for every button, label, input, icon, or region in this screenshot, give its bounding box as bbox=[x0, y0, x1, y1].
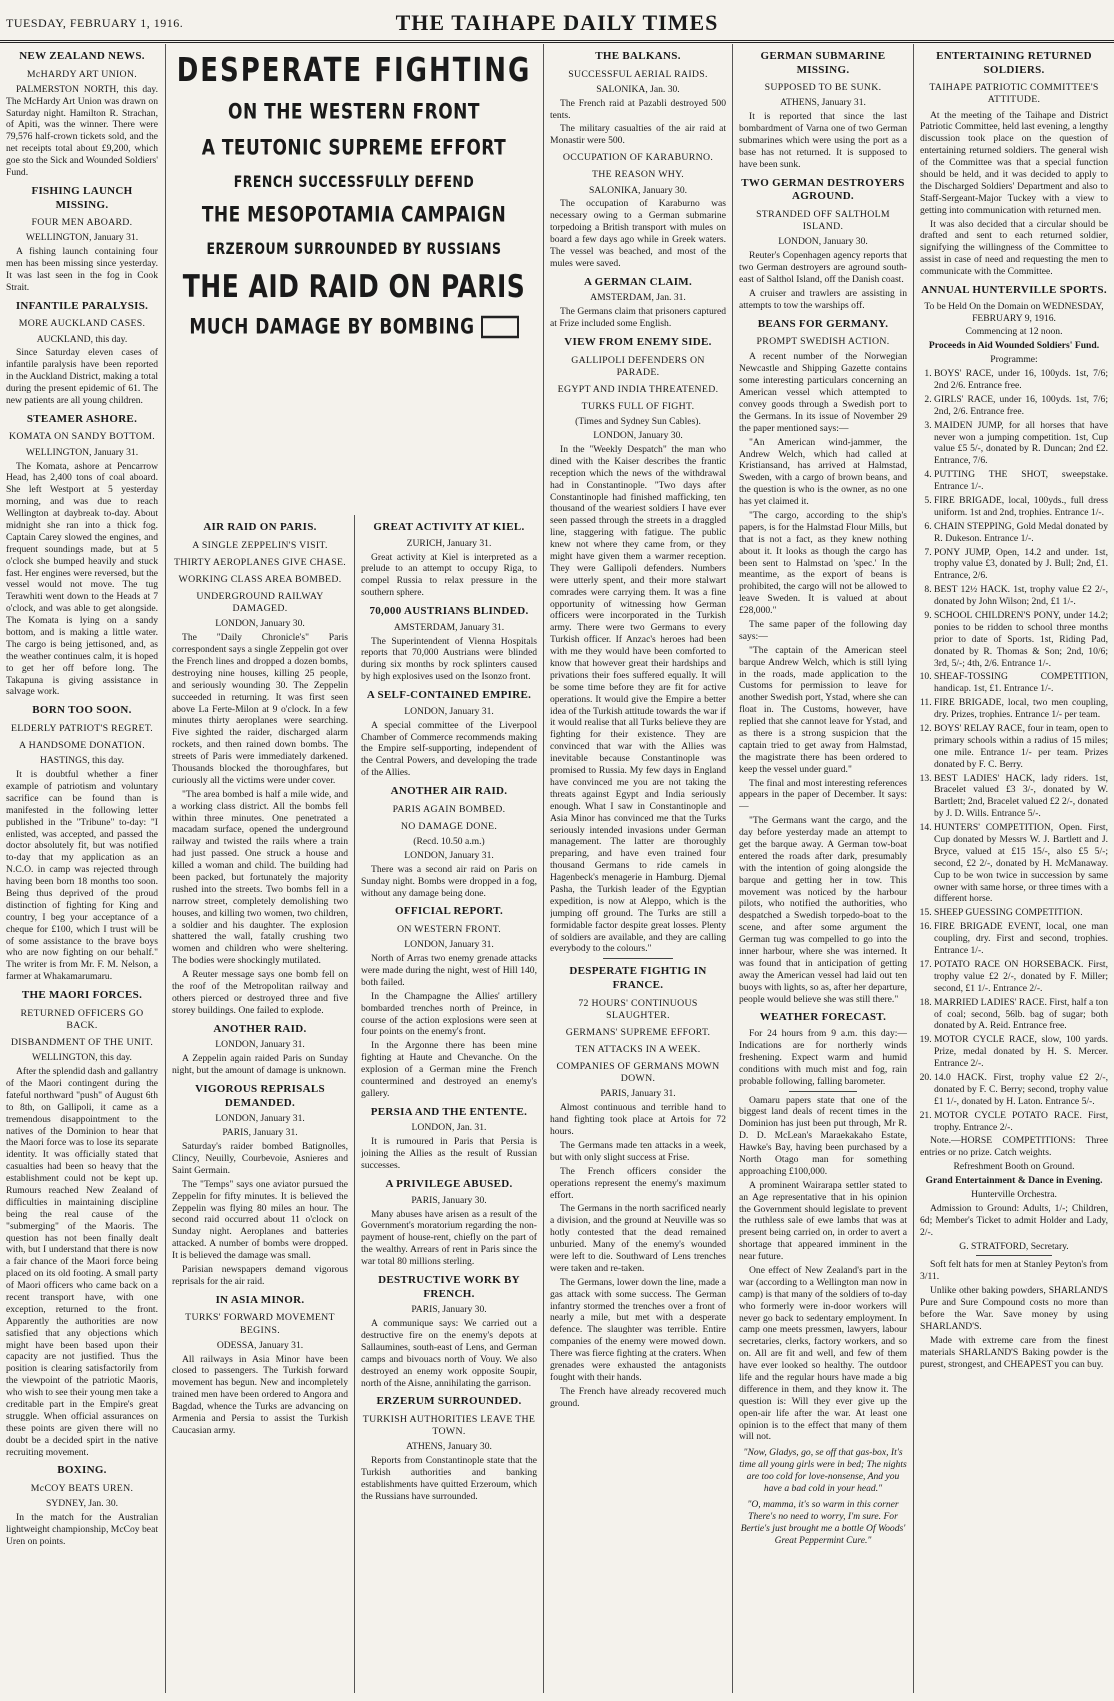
article-text: The Germans claim that prisoners captured at Frize included some English. bbox=[550, 306, 726, 330]
programme-item: 13. BEST LADIES' HACK, lady riders. 1st, Bracelet valued £3 3/-, donated by W. Bartlett; 2nd, Bracelet valued £2 2/-, donated by J. D. Wills. Entrance 5/-. bbox=[934, 773, 1108, 821]
article-text: A fishing launch containing four men has been missing since yesterday. It was last seen in the fog in Cook Strait. bbox=[6, 246, 158, 293]
subheadline: A HANDSOME DONATION. bbox=[18, 740, 145, 752]
headline: VIGOROUS REPRISALS DEMANDED. bbox=[195, 1083, 325, 1109]
article-text: It is reported that since the last bombardment of Varna one of two German submarines which were using the port as a base has not returned. It is supposed to have been sunk. bbox=[739, 111, 907, 170]
column-air-raid bbox=[172, 515, 348, 1693]
article-text: Great activity at Kiel is interpreted as a prelude to an attempt to occupy Riga, to compel Russia to relax pressure in the southern sphere. bbox=[361, 551, 537, 599]
dateline: (Times and Sydney Sun Cables). bbox=[575, 416, 701, 428]
programme-item: 20. 14.0 HACK. First, trophy value £2 2/-, donated by F. C. Berry; second, trophy value £1 1/-, donated by H. Laton. Entrance 5/-. bbox=[934, 1072, 1108, 1108]
subheadline: WORKING CLASS AREA BOMBED. bbox=[178, 573, 342, 585]
dateline: SALONIKA, January 30. bbox=[588, 184, 688, 196]
programme-item: 5. FIRE BRIGADE, local, 100yds., full dress uniform. 1st and 2nd, trophies. Entrance 1/-. bbox=[934, 495, 1108, 519]
subheadline: TEN ATTACKS IN A WEEK. bbox=[575, 1043, 701, 1055]
dateline: PARIS, January 30. bbox=[411, 1304, 487, 1316]
subheadline: SUCCESSFUL AERIAL RAIDS. bbox=[568, 68, 708, 80]
article-text: The Superintendent of Vienna Hospitals reports that 70,000 Austrians were blinded during six months by rock splinters caused by high explosives used on the Isonzo front. bbox=[361, 635, 537, 683]
article-text: The French raid at Pazabli destroyed 500 tents. bbox=[550, 97, 726, 121]
subheadline: GERMANS' SUPREME EFFORT. bbox=[565, 1026, 711, 1038]
programme-item: 18. MARRIED LADIES' RACE. First, half a ton of coal; second, 56lb. bag of sugar; both donated by A. Reid. Entrance free. bbox=[934, 997, 1108, 1033]
subheadline: GALLIPOLI DEFENDERS ON PARADE. bbox=[571, 354, 705, 378]
article-text: At the meeting of the Taihape and District Patriotic Committee, held last evening, a lengthy discussion took place on the question of entertaining returned soldiers. The general wish of the Committee was that a special function should be held, and it was decided to apply to the Discharged Soldiers' Department and also to Staff-Sergeant-Major Tuckey with a view to getting into communication with returned men. bbox=[920, 109, 1108, 216]
article-text: A recent number of the Norwegian Newcastle and Shipping Gazette contains some interesting particulars concerning an American vessel which attempted to convey goods through a Swedish port to the Germans. In its issue of November 29 the paper mentioned says:— bbox=[739, 351, 907, 434]
advert-text: Soft felt hats for men at Stanley Peyton's from 3/11. bbox=[920, 1259, 1108, 1283]
article-text: "An American wind-jammer, the Andrew Welch, which had called at Kristiansand, has arrived at Halmstad, Sweden, with a cargo of brown beans, and the question is who is the owner, as no one has yet claimed it. bbox=[739, 436, 907, 508]
subheadline: STRANDED OFF SALTHOLM ISLAND. bbox=[756, 208, 890, 233]
article-text: The Germans made ten attacks in a week, but with only slight success at Frise. bbox=[550, 1139, 726, 1163]
dateline: LONDON, January 30. bbox=[215, 618, 305, 630]
dateline: ODESSA, January 31. bbox=[216, 1339, 304, 1351]
programme-item: 9. SCHOOL CHILDREN'S PONY, under 14.2; ponies to be ridden to school three months prior to date of Sports. 1st, Riding Pad, donated by R. Thomas & Son; 2nd, 10/6; 3rd, 5/-; 4th, 2/6. Entrance 1/-. bbox=[934, 610, 1108, 669]
dateline: HASTINGS, this day. bbox=[39, 755, 125, 767]
programme-item: 16. FIRE BRIGADE EVENT, local, one man coupling, dry. First and second, trophies. Entrance 1/-. bbox=[934, 921, 1108, 957]
dateline: WELLINGTON, January 31. bbox=[25, 232, 139, 244]
dateline: LONDON, January 30. bbox=[778, 236, 868, 248]
article-text: One effect of New Zealand's part in the war (according to a Wellington man now in camp) is that many of the soldiers of to-day who formerly were in-door workers will never go back to sedentary employment. In camp one meets pressmen, lawyers, labour secretaries, clerks, factory workers, and so on. All are fit and well, and few of them have ever looked so healthy. The outdoor life and the regular hours have made a big difference in them, and they know it. The question is: Will they ever give up the open-air life after the war. At least one opinion is to the effect that many of them will not. bbox=[739, 1265, 907, 1443]
dateline: LONDON, January 31. bbox=[404, 705, 494, 717]
headline: VIEW FROM ENEMY SIDE. bbox=[564, 336, 712, 349]
article-text: Reports from Constantinople state that the Turkish authorities and banking establishments have quitted Erzeroum, which the Russians have surrounded. bbox=[361, 1455, 537, 1502]
headline: STEAMER ASHORE. bbox=[26, 412, 138, 425]
article-text: Note.—HORSE COMPETITIONS: Three entries or no prize. Catch weights. bbox=[920, 1135, 1108, 1159]
issue-date: TUESDAY, FEBRUARY 1, 1916. bbox=[6, 16, 184, 30]
dateline: AMSTERDAM, January 31. bbox=[393, 621, 505, 633]
headline: 70,000 AUSTRIANS BLINDED. bbox=[369, 605, 529, 618]
advert-verse: "Now, Gladys, go, se off that gas-box, It's time all young girls were in bed; The nights are too cold for love-nonsense, And you have a bad cold in your head." bbox=[739, 1447, 907, 1495]
programme-item: 8. BEST 12½ HACK. 1st, trophy value £2 2/-, donated by John Wilson; 2nd, £1 1/-. bbox=[934, 584, 1108, 608]
headline: ANOTHER RAID. bbox=[213, 1022, 307, 1035]
article-text: The "Daily Chronicle's" Paris correspondent says a single Zeppelin got over the French lines and dropped a dozen bombs, destroying nine houses, killing 25 people, and seriously wounding 30. The Zeppelin succeeded in returning. It was first seen above La Ferte-Milon at 9 o'clock. In a few minutes thirty aeroplanes were searching. Five sighted the raider, discharged alarm rockets, and then rained down bombs. The streets of Paris were immediately darkened. Thousands blocked the thoroughfares, but curiously all the victims were under cover. bbox=[172, 632, 348, 786]
headline: ANOTHER AIR RAID. bbox=[390, 785, 508, 798]
subheadline: McHARDY ART UNION. bbox=[26, 68, 138, 80]
programme-item: 19. MOTOR CYCLE RACE, slow, 100 yards. Prize, medal donated by H. S. Mercer. Entrance 2/-. bbox=[934, 1034, 1108, 1070]
article-text: Almost continuous and terrible hand to hand fighting took place at Artois for 72 hours. bbox=[550, 1102, 726, 1138]
article-text: A special committee of the Liverpool Chamber of Commerce recommends making the Empire self-supporting, independent of the Central Powers, and developing the trade of the Allies. bbox=[361, 719, 537, 779]
subheadline: ON WESTERN FRONT. bbox=[396, 924, 502, 936]
dateline: PARIS, January 31. bbox=[600, 1088, 676, 1100]
programme-item: 7. PONY JUMP, Open, 14.2 and under. 1st, trophy value £3, donated by J. Bull; 2nd, £1. Entrance, 2/6. bbox=[934, 547, 1108, 583]
advert-text: Unlike other baking powders, SHARLAND'S Pure and Sure Compound costs no more than before the War. Save money by using SHARLAND'S. bbox=[920, 1285, 1108, 1332]
subheadline: COMPANIES OF GERMANS MOWN DOWN. bbox=[556, 1061, 720, 1085]
headline: GERMAN SUBMARINE MISSING. bbox=[760, 50, 886, 76]
article-text: There was a second air raid on Paris on Sunday night. Bombs were dropped in a fog, without any damage being done. bbox=[361, 863, 537, 899]
programme-item: 21. MOTOR CYCLE POTATO RACE. First, trophy. Entrance 2/-. bbox=[934, 1110, 1108, 1134]
headline: ERZERUM SURROUNDED. bbox=[376, 1395, 522, 1408]
column-nz-news bbox=[6, 44, 158, 1693]
headline: TWO GERMAN DESTROYERS AGROUND. bbox=[741, 176, 905, 203]
dateline: WELLINGTON, this day. bbox=[32, 1052, 132, 1064]
programme-title: Programme: bbox=[990, 354, 1038, 366]
dateline: LONDON, January 31. bbox=[404, 939, 494, 951]
article-text: A prominent Wairarapa settler stated to an Age representative that in his opinion the Government should legislate to prevent the ruthless sale of ewe lambs that was at present being carried on, in order to avert a shortage that appeared imminent in the near future. bbox=[739, 1179, 907, 1263]
masthead bbox=[0, 0, 1114, 43]
headline: DESTRUCTIVE WORK BY FRENCH. bbox=[378, 1273, 520, 1300]
dateline: SYDNEY, Jan. 30. bbox=[45, 1498, 119, 1510]
column-rule bbox=[165, 44, 166, 1693]
banner-line: THE MESOPOTAMIA CAMPAIGN bbox=[201, 202, 507, 228]
article-text: "The cargo, according to the ship's papers, is for the Halmstad Flour Mills, but that is not a fact, as they knew nothing about it. It looks as though the cargo has been sent to Halmstad on 'spec.' In the meantime, as the export of beans is prohibited, the cargo will not be allowed to leave Sweden. It is valued at about £28,000." bbox=[739, 509, 907, 617]
banner-line: FRENCH SUCCESSFULLY DEFEND bbox=[233, 172, 475, 191]
article-text: A Zeppelin again raided Paris on Sunday night, but the amount of damage is unknown. bbox=[172, 1053, 348, 1077]
headline: BEANS FOR GERMANY. bbox=[757, 317, 889, 330]
headline: FISHING LAUNCH MISSING. bbox=[31, 184, 133, 211]
headline: OFFICIAL REPORT. bbox=[394, 905, 504, 918]
subheadline: TURKS' FORWARD MOVEMENT BEGINS. bbox=[185, 1312, 335, 1336]
headline: IN ASIA MINOR. bbox=[215, 1293, 305, 1306]
event-date: To be Held On the Domain on WEDNESDAY, FEBRUARY 9, 1916. bbox=[924, 300, 1104, 324]
article-text: A cruiser and trawlers are assisting in attempts to tow the warships off. bbox=[739, 287, 907, 311]
dateline: ATHENS, January 30. bbox=[406, 1441, 492, 1453]
headline: BOXING. bbox=[57, 1464, 107, 1477]
article-text: The Germans in the north sacrificed nearly a division, and the ground at Neuville was so hotly contested that the dead remained unburied. Many of the enemy's wounded were left to die. Southward of Lens trenches were taken and re-taken. bbox=[550, 1203, 726, 1274]
dateline: LONDON, January 31. bbox=[404, 849, 494, 861]
article-text: North of Arras two enemy grenade attacks were made during the night, west of Hill 140, both failed. bbox=[361, 953, 537, 988]
programme-item: 1. BOYS' RACE, under 16, 100yds. 1st, 7/6; 2nd 2/6. Entrance free. bbox=[934, 368, 1108, 392]
headline: ANNUAL HUNTERVILLE SPORTS. bbox=[921, 284, 1107, 296]
dateline: WELLINGTON, January 31. bbox=[25, 446, 139, 458]
article-text: It is rumoured in Paris that Persia is joining the Allies as the result of Russian successes. bbox=[361, 1136, 537, 1172]
headline: AIR RAID ON PARIS. bbox=[203, 521, 317, 533]
article-text: All railways in Asia Minor have been closed to passengers. The Turkish forward movement has begun. New and incompletely trained men have been ordered to Angora and Bagdad, whence the Turks are advancing on Armenia and Persia to assist the Turkish Caucasian army. bbox=[172, 1353, 348, 1436]
advert-line: Hunterville Orchestra. bbox=[971, 1188, 1057, 1200]
event-cause: Proceeds in Aid Wounded Soldiers' Fund. bbox=[928, 340, 1100, 352]
subheadline: EGYPT AND INDIA THREATENED. bbox=[557, 383, 719, 395]
banner-text: MUCH DAMAGE BY BOMBING bbox=[189, 314, 475, 340]
programme-list bbox=[920, 368, 1108, 1133]
front-page-banner bbox=[172, 44, 536, 514]
article-text: In the match for the Australian lightweight championship, McCoy beat Uren on points. bbox=[6, 1512, 158, 1547]
article-text: The final and most interesting references appears in the paper of December. It says:— bbox=[739, 777, 907, 813]
programme-item: 4. PUTTING THE SHOT, sweepstake. Entrance 1/-. bbox=[934, 469, 1108, 493]
dateline: AMSTERDAM, Jan. 31. bbox=[590, 292, 686, 304]
headline: INFANTILE PARALYSIS. bbox=[15, 299, 149, 312]
divider bbox=[976, 1255, 1051, 1256]
advert-verse: "O, mamma, it's so warm in this corner There's no need to worry, I'm sure. For Bertie's just brought me a bottle Of Woods' Great Peppermint Cure." bbox=[740, 1498, 906, 1546]
column-balkans bbox=[550, 44, 726, 1693]
programme-item: 3. MAIDEN JUMP, for all horses that have never won a jumping competition. 1st, Cup value £5 5/-, donated by R. Duncan; 2nd £2. Entrance, 7/6. bbox=[934, 420, 1108, 468]
article-text: The military casualties of the air raid at Monastir were 500. bbox=[550, 123, 726, 147]
subheadline: TAIHAPE PATRIOTIC COMMITTEE'S ATTITUDE. bbox=[929, 82, 1099, 106]
dateline: ATHENS, January 31. bbox=[780, 97, 866, 109]
article-text: The Germans, lower down the line, made a gas attack with some success. The German infantry stormed the trenches over a front of nearly a mile, but met with a desperate defence. The slaughter was terrible. Entire companies of the enemy were mowed down. There was fierce fighting at the craters. When grenades were exhausted the antagonists fought with their hands. bbox=[550, 1276, 726, 1383]
headline: NEW ZEALAND NEWS. bbox=[19, 50, 145, 62]
article-text: "The captain of the American steel barque Andrew Welch, which is still lying in the roads, made application to the Customs for permission to leave for another Swedish port, Ystad, where she can float in. The Customs, however, have replied that she cannot leave for Ystad, and as there is a strong suspicion that the captain tried to get away from Halmstad, the magistrate there has been ordered to keep the vessel under guard." bbox=[739, 644, 907, 775]
article-text: The same paper of the following day says:— bbox=[739, 618, 907, 642]
article-text: The "Temps" says one aviator pursued the Zeppelin for fifty minutes. It is believed the Zeppelin was flying 80 miles an hour. The second raid occurred about 11 o'clock on Sunday night. Aeroplanes and batteries attacked. A number of bombs were dropped. It is believed the damage was small. bbox=[172, 1178, 348, 1262]
programme-item: 2. GIRLS' RACE, under 16, 100yds. 1st, 7/6; 2nd, 2/6. Entrance free. bbox=[934, 394, 1108, 418]
dateline: ZURICH, January 31. bbox=[406, 537, 492, 549]
banner-line: THE AID RAID ON PARIS bbox=[182, 268, 526, 305]
box-icon bbox=[481, 316, 519, 339]
headline: THE MAORI FORCES. bbox=[21, 989, 143, 1002]
subheadline: KOMATA ON SANDY BOTTOM. bbox=[8, 431, 155, 443]
banner-line: A TEUTONIC SUPREME EFFORT bbox=[201, 135, 507, 161]
article-text: It is doubtful whether a finer example of patriotism and voluntary sacrifice can be found than is manifested in the following letter published in the "Tribune" to-day: "I enlisted, was accepted, and passed the doctor absolutely fit, but was notified to-day that my application as an N.C.O. in camp was rejected through having been born 18 months too soon. Being thus deprived of the proud distinction of fighting for King and country, I beg your acceptance of a cheque for £100, which I trust will be of some assistance to the brave boys who are now fighting on our behalf." The writer is from Mr. F. M. Nelson, a farmer at Whakamarumaru. bbox=[6, 769, 158, 983]
dateline: LONDON, January 31. bbox=[215, 1113, 305, 1125]
subheadline: McCOY BEATS UREN. bbox=[30, 1483, 134, 1495]
banner-line: DESPERATE FIGHTING bbox=[176, 52, 532, 90]
article-text: A Reuter message says one bomb fell on the roof of the Metropolitan railway and others pierced or destroyed three and five storey buildings. One failed to explode. bbox=[172, 969, 348, 1016]
subheadline: TURKS FULL OF FIGHT. bbox=[581, 401, 695, 413]
article-text: Parisian newspapers demand vigorous reprisals for the air raid. bbox=[172, 1263, 348, 1287]
programme-item: 11. FIRE BRIGADE, local, two men coupling, dry. Prizes, trophies. Entrance 1/- per team. bbox=[934, 697, 1108, 721]
subheadline: UNDERGROUND RAILWAY DAMAGED. bbox=[196, 591, 324, 615]
subheadline: 72 HOURS' CONTINUOUS SLAUGHTER. bbox=[578, 997, 698, 1021]
article-text: The French have already recovered much ground. bbox=[550, 1385, 726, 1409]
subheadline: PROMPT SWEDISH ACTION. bbox=[756, 336, 890, 348]
article-text: The occupation of Karaburno was necessary owing to a German submarine torpedoing a British transport with mules on board a few days ago while in Greek waters. The vessel was beached, and most of the mules were saved. bbox=[550, 198, 726, 269]
headline: A SELF-CONTAINED EMPIRE. bbox=[366, 689, 532, 702]
advert-line: Grand Entertainment & Dance in Evening. bbox=[925, 1175, 1103, 1187]
headline: A GERMAN CLAIM. bbox=[583, 275, 693, 288]
programme-item: 12. BOYS' RELAY RACE, four in team, open to primary schools within a radius of 15 miles; one mile. Entrance 1/- per team. Prizes donated by F. C. Berry. bbox=[934, 723, 1108, 771]
secretary-name: G. STRATFORD, Secretary. bbox=[959, 1240, 1069, 1252]
programme-item: 14. HUNTERS' COMPETITION, Open. First, Cup donated by Messrs W. J. Bartlett and J. Bryce, valued at £15 15/-, also £5 5/-; second, £2 2/-, donated by H. McManaway. Cup to be won twice in succession by same owner with same horse, or three times with a different horse. bbox=[934, 822, 1108, 905]
column-rule bbox=[543, 44, 544, 1693]
column-rule bbox=[913, 44, 914, 1693]
dateline: AUCKLAND, this day. bbox=[36, 333, 128, 345]
programme-item: 17. POTATO RACE ON HORSEBACK. First, trophy value £2 2/-, donated by F. Miller; second, £1 1/-. Entrance 2/-. bbox=[934, 959, 1108, 995]
column-hunterville-sports bbox=[920, 44, 1108, 1693]
article-text: A communique says: We carried out a destructive fire on the enemy's depots at Sallaumines, south-east of Lens, and German camps and bivouacs north of Vouy. We also destroyed an enemy work opposite Soupir, north of the Aisne, annihilating the garrison. bbox=[361, 1318, 537, 1389]
column-kiel bbox=[361, 515, 537, 1693]
newspaper-title: THE TAIHAPE DAILY TIMES bbox=[395, 10, 719, 35]
headline: THE BALKANS. bbox=[595, 50, 681, 62]
dateline: PARIS, January 30. bbox=[411, 1194, 487, 1206]
article-text: Since Saturday eleven cases of infantile paralysis have been reported in the Auckland District, making a total during the present epidemic of 61. The new patients are all young children. bbox=[6, 347, 158, 406]
event-time: Commencing at 12 noon. bbox=[965, 326, 1063, 338]
headline: GREAT ACTIVITY AT KIEL. bbox=[373, 521, 525, 533]
headline: ENTERTAINING RETURNED SOLDIERS. bbox=[936, 50, 1092, 76]
subheadline: MORE AUCKLAND CASES. bbox=[18, 318, 146, 330]
article-text: Saturday's raider bombed Batignolles, Clincy, Neuilly, Courbevoie, Asnieres and Saint Germain. bbox=[172, 1141, 348, 1176]
article-text: The French officers consider the operations represent the enemy's maximum effort. bbox=[550, 1165, 726, 1201]
subheadline: RETURNED OFFICERS GO BACK. bbox=[20, 1007, 144, 1031]
headline: WEATHER FORECAST. bbox=[759, 1011, 887, 1024]
banner-line: ON THE WESTERN FRONT bbox=[228, 99, 480, 125]
article-text: Oamaru papers state that one of the biggest land deals of recent times in the Dominion has just been put through, Mr R. D. D. McLean's Maraekakaho Estate, Hawke's Bay, having been purchased by a North Otago man for something approaching £100,000. bbox=[739, 1094, 907, 1177]
subheadline: FOUR MEN ABOARD. bbox=[31, 217, 133, 229]
column-submarine bbox=[739, 44, 907, 1693]
advert-text: Made with extreme care from the finest materials SHARLAND'S Baking powder is the purest, strongest, and CHEAPEST you can buy. bbox=[920, 1334, 1108, 1370]
dateline: LONDON, January 31. bbox=[215, 1039, 305, 1051]
subheadline: TURKISH AUTHORITIES LEAVE THE TOWN. bbox=[362, 1414, 536, 1438]
article-text: "The Germans want the cargo, and the day before yesterday made an attempt to get the barque away. A German tow-boat entered the roads after dark, presumably with the intention of going alongside the barque and getting her in tow. This movement was noticed by the harbour pilots, who notified the authorities, who despatched a Swedish torpedo-boat to the scene, and after some argument the German tug was compelled to go into the inner harbour, where she was interned. It was found that in anticipation of getting away the American vessel had laid out ten buoys with lights, so as, after her departure, people would believe she was still there." bbox=[739, 815, 907, 1005]
column-rule bbox=[354, 515, 355, 1693]
dateline: SALONIKA, Jan. 30. bbox=[596, 83, 680, 95]
dateline: LONDON, January 30. bbox=[593, 430, 683, 442]
banner-line: ERZEROUM SURROUNDED BY RUSSIANS bbox=[206, 239, 502, 258]
article-text: After the splendid dash and gallantry of the Maori contingent during the fateful northward "push" of August 6th to 8th, on Gallipoli, it came as a tremendous disappointment to the natives of the Dominion to hear that the Maori force was to lose its separate identity. It was officially stated that casualties had been so heavy that the establishment could not be kept up. Rumours reached New Zealand of difficulties in maintaining discipline being the real cause of the "submerging" of the Maoris. The question has not been finally dealt with, but I understand that there is now a fair chance of the Maori force being placed on its old footing. A small party of Maori officers who came back on a recent transport have, with one exception, returned to the front. Apparently the authorities are now satisfied that any objections which might have been based upon their capacity are not justified. Thus the position is clearing satisfactorily from the viewpoint of the patriotic Maoris, who wish to see their young men take a creditable part in the Empire's great struggle. When official assurances on these points are given there will no doubt be a decided spirt in the native recruiting movement. bbox=[6, 1066, 158, 1458]
article-text: For 24 hours from 9 a.m. this day:— Indications are for northerly winds freshening. Expect warm and humid conditions with much mist and fog, rain probable following, falling barometer. bbox=[739, 1028, 907, 1087]
headline: A PRIVILEGE ABUSED. bbox=[385, 1178, 513, 1191]
programme-item: 15. SHEEP GUESSING COMPETITION. bbox=[934, 907, 1108, 919]
dateline: LONDON, Jan. 31. bbox=[411, 1122, 487, 1134]
article-text: Admission to Ground: Adults, 1/-; Children, 6d; Member's Ticket to admit Holder and Lady, 2/-. bbox=[920, 1202, 1108, 1238]
article-text: Reuter's Copenhagen agency reports that two German destroyers are aground south-east of Salthol Island, off the Danish coast. bbox=[739, 250, 907, 285]
subheadline: DISBANDMENT OF THE UNIT. bbox=[10, 1037, 154, 1049]
headline: PERSIA AND THE ENTENTE. bbox=[370, 1105, 528, 1118]
subheadline: NO DAMAGE DONE. bbox=[400, 820, 498, 832]
banner-line bbox=[172, 315, 536, 340]
subheadline: SUPPOSED TO BE SUNK. bbox=[764, 82, 882, 94]
divider bbox=[603, 958, 673, 959]
article-text: It was also decided that a circular should be drafted and sent to each returned soldier, signifying the willingness of the Committee to assist in case of need and requesting the men to communicate with the Committee. bbox=[920, 218, 1108, 278]
subheadline: THIRTY AEROPLANES GIVE CHASE. bbox=[173, 556, 347, 568]
headline: BORN TOO SOON. bbox=[32, 704, 132, 717]
divider bbox=[789, 1091, 856, 1092]
article-text: In the Champagne the Allies' artillery bombarded trenches north of Preince, in course of the action explosions were seen at four points on the enemy's front. bbox=[361, 990, 537, 1038]
dateline: (Recd. 10.50 a.m.) bbox=[413, 836, 485, 848]
advert-line: Refreshment Booth on Ground. bbox=[953, 1161, 1075, 1173]
article-text: Many abuses have arisen as a result of the Government's moratorium regarding the non-payment of house-rent, chiefly on the part of the wealthy. Arrears of rent in Paris since the war total 80 millions sterling. bbox=[361, 1208, 537, 1268]
article-text: PALMERSTON NORTH, this day. The McHardy Art Union was drawn on Saturday night. Hamilton R. Strachan, of Apiti, was the winner. There were 79,576 half-crown tickets sold, and the net receipts total about £9,200, which goe sto the Sick and Wounded Soldiers' Fund. bbox=[6, 83, 158, 178]
article-text: "The area bombed is half a mile wide, and a working class district. All the bombs fell within three minutes. One penetrated a macadam surface, opened the underground railway and twisted the rails where a train had just passed. One struck a house and killed a woman and child. The building had been packed, but fortunately the majority rushed into the streets. Two bombs fell in a narrow street, completely demolishing two houses, and killing two women, two children, a soldier and his daughter. The explosion shattered the wall, fatally crushing two women and children who were sheltering. The bodies were shockingly mutilated. bbox=[172, 788, 348, 967]
headline: DESPERATE FIGHTIG IN FRANCE. bbox=[569, 965, 707, 991]
subheadline: THE REASON WHY. bbox=[591, 169, 685, 181]
subheadline: A SINGLE ZEPPELIN'S VISIT. bbox=[192, 539, 328, 551]
article-text: The Komata, ashore at Pencarrow Head, has 2,400 tons of coal aboard. She left Westport at 5 yesterday morning, and was due to reach Wellington at daybreak to-day. About midnight she ran into a thick fog. Captain Carey slowed the engines, and frequent soundings made, but at 5 o'clock she bumped heavily and stuck fast. Her engines were reversed, but the vessel would not move. The tug Terawhiti went down to the Heads at 7 o'clock, and was able to get alongside. The Komata is lying on a sandy bottom, and is making a little water. The cargo is being jettisoned, and, as the weather continues calm, it is hoped to get her off before long. The Takapuna is giving assistance in salvage work. bbox=[6, 460, 158, 698]
article-text: In the "Weekly Despatch" the man who dined with the Kaiser describes the frantic reception which the news of the withdrawal had in Constantinople. "Two days after Constantinople had finished mafficking, ten thousand of the weariest soldiers I have ever seen passed through the streets in a draggled line, staggering with fatigue. The public knew not where they came from, or they might have given them a warmer reception. They were Gallipoli defenders. Numbers were utterly spent, and their more stalwart comrades were carrying them. It was a fine opportunity of witnessing how German officers were incorporated in the Turkish army. There were two Germans to every Turkish officer. If Anzac's heroes had been with me they would have been comforted to know that however great their hardships and privations their foes suffered equally. It will be some time before they are fit for active operations. It would give the Empire a better idea of the Turkish attitude towards the war if it would realise that all Turks believe they are fighting for their existence. They are convinced that war with the Allies was inevitable because Constantinople was promised to Russia. My few days in England have convinced me you are not taking the threats against Egypt and India seriously enough. What I saw in Constantinople and Asia Minor has convinced me that the Turks seriously intended invasions under German management. The latter are thoroughly preparing, and have even trained four thousand Germans to ride camels in Hagenbeck's menagerie in Hamburg. Djemal Pasha, the Turkish leader of the Egyptian expedition, is now at Aleppo, which is the jumping off ground. The Turks are still a formidable factor despite great losses. Plenty of soldiers are available, and they are calling everybody to the colours." bbox=[550, 444, 726, 955]
dateline: PARIS, January 31. bbox=[222, 1127, 298, 1139]
subheadline: PARIS AGAIN BOMBED. bbox=[392, 803, 506, 815]
article-text: In the Argonne there has been mine fighting at Haute and Chevanche. On the explosion of a German mine the French countermined and destroyed an enemy's gallery. bbox=[361, 1040, 537, 1099]
subheadline: ELDERLY PATRIOT'S REGRET. bbox=[10, 722, 154, 734]
programme-item: 10. SHEAF-TOSSING COMPETITION, handicap. 1st, £1. Entrance 1/-. bbox=[934, 671, 1108, 695]
column-rule bbox=[732, 44, 733, 1693]
programme-item: 6. CHAIN STEPPING, Gold Medal donated by R. Dukeson. Entrance 1/-. bbox=[934, 521, 1108, 545]
subheadline: OCCUPATION OF KARABURNO. bbox=[562, 152, 714, 164]
